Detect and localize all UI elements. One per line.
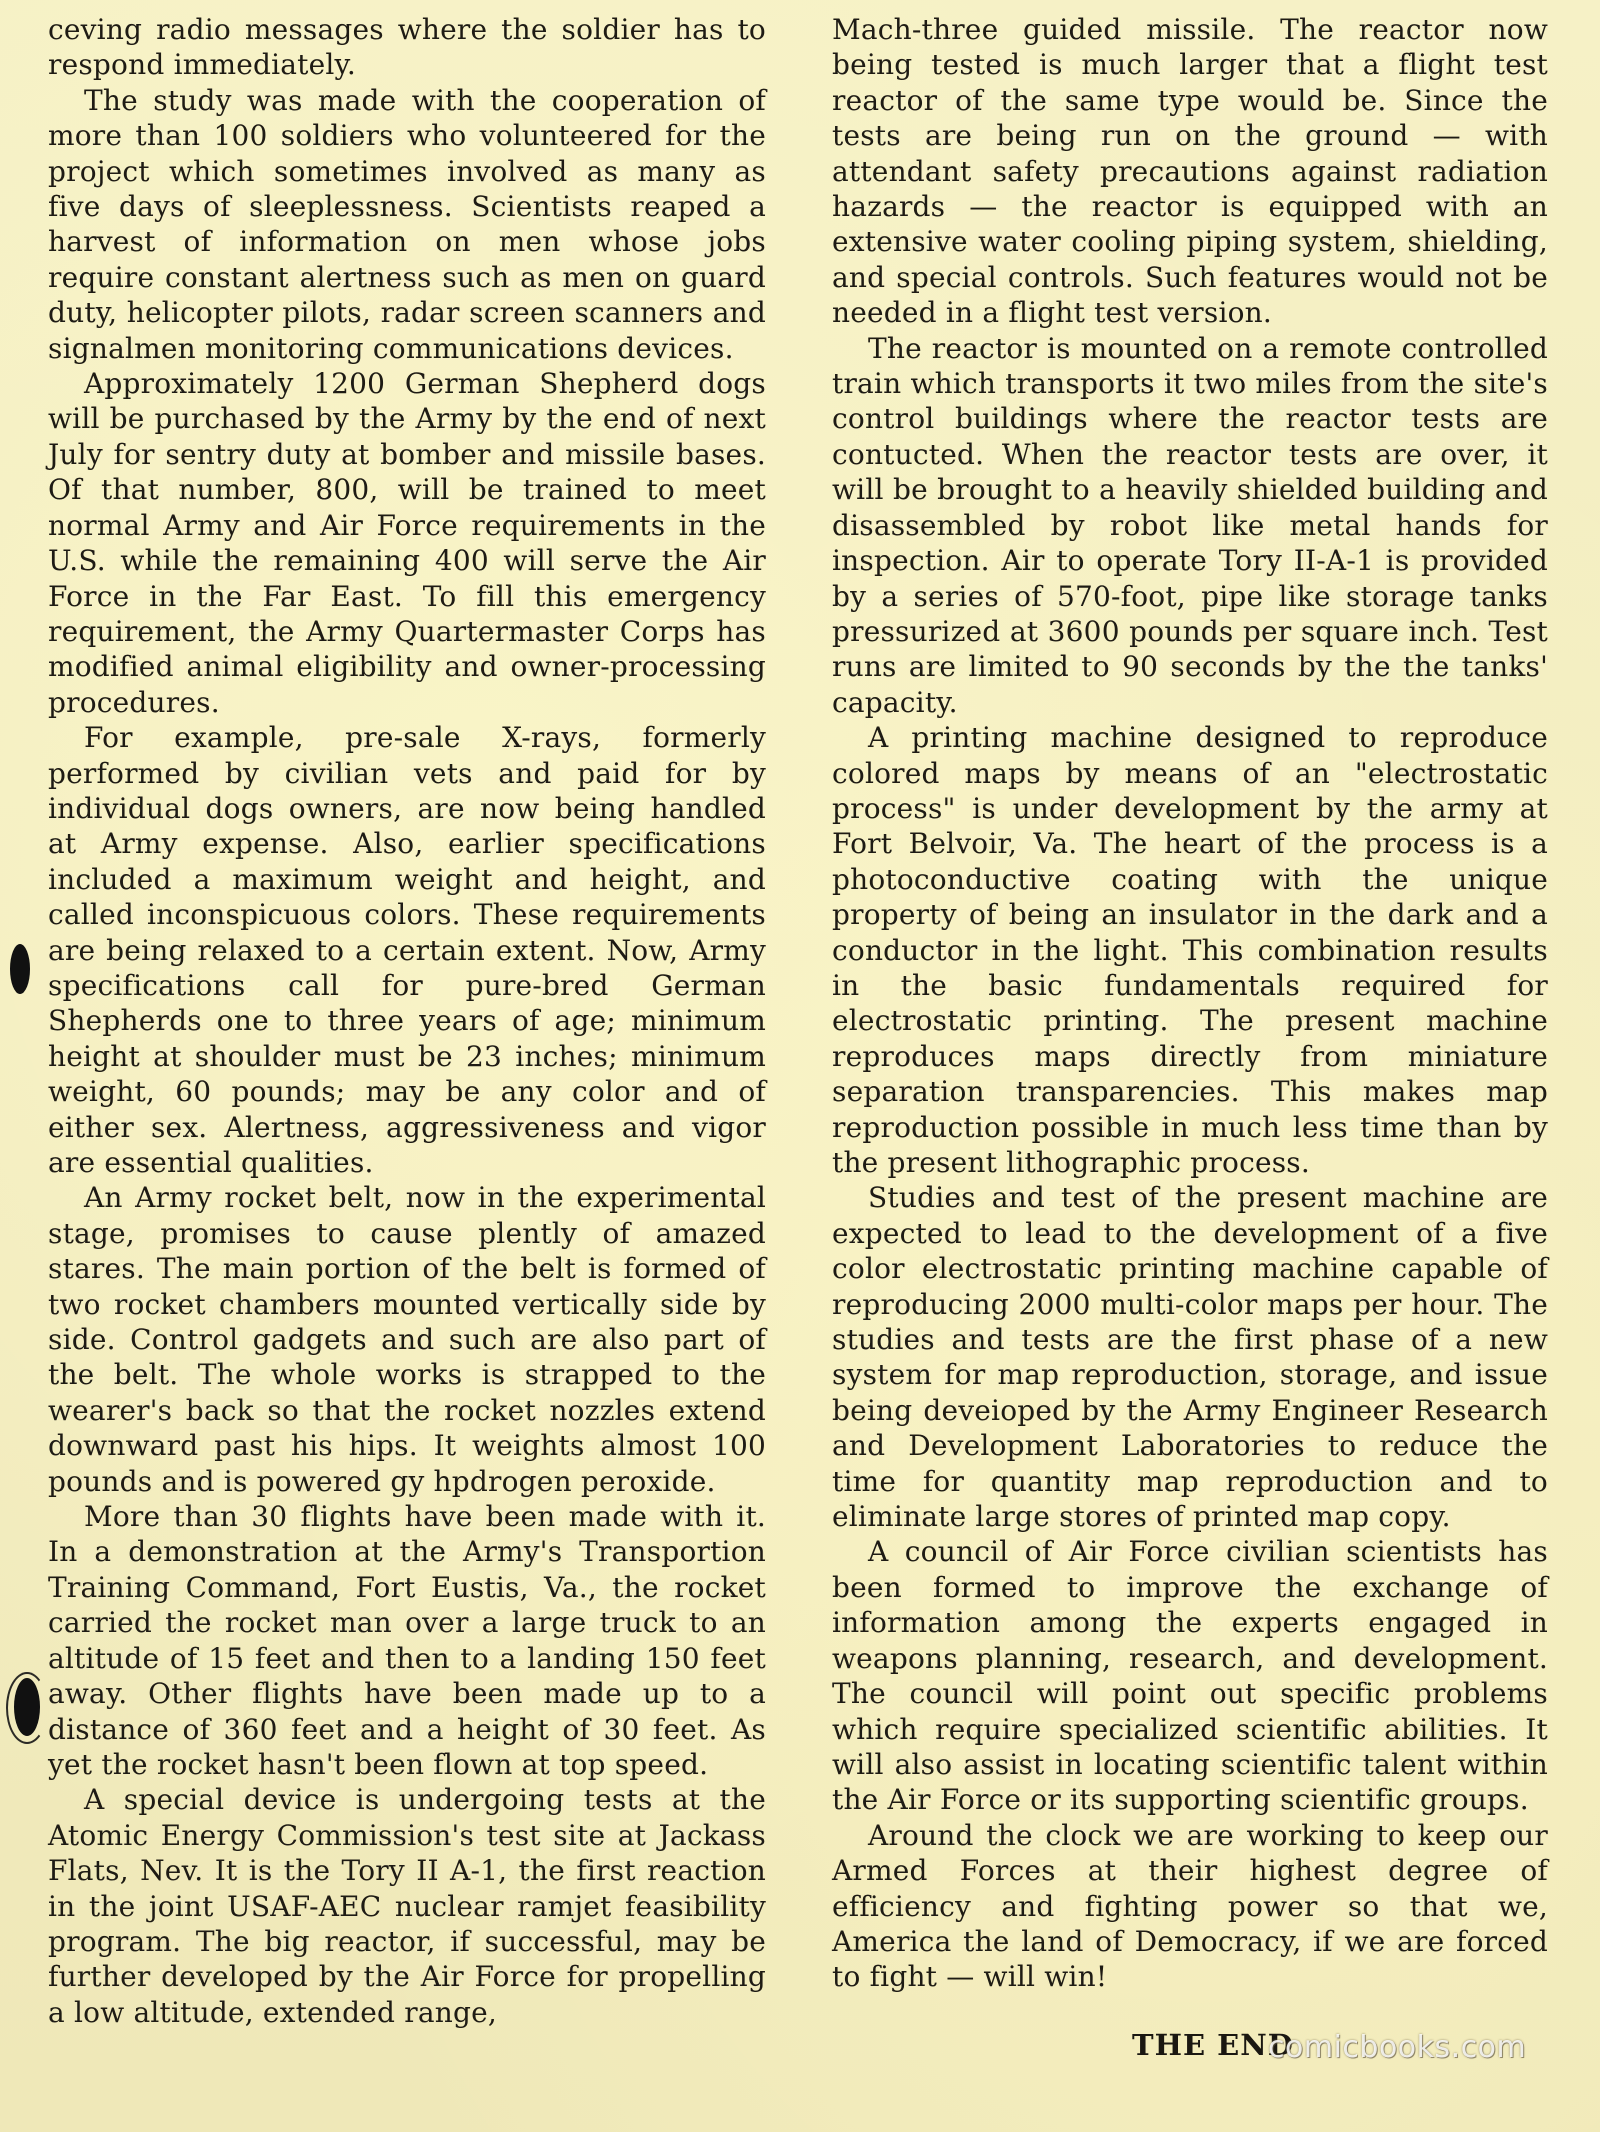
paragraph: Approximately 1200 German Shepherd dogs will be purchased by the Army by the end of next July for sentry duty at bomber and missile bases. Of that number, 800, will be trained to meet normal Army and Air Force requirements in the U.S. while the remaining 400 will serve the Air Force in the Far East. To fill this emergency requirement, the Army Quartermaster Corps has modified animal eligibility and owner-processing procedures. <box>48 367 766 719</box>
paragraph: A printing machine designed to reproduce colored maps by means of an "electrostatic process" is under development by the army at Fort Belvoir, Va. The heart of the process is a photoconductive coating with the unique property of being an insulator in the dark and a conductor in the light. This combination results in the basic fundamentals required for electrostatic printing. The present machine reproduces maps directly from miniature separation transparencies. This makes map reproduction possible in much less time than by the present lithographic process. <box>832 721 1548 1179</box>
paragraph: More than 30 flights have been made with it. In a demonstration at the Army's Transportion Training Command, Fort Eustis, Va., the rocket carried the rocket man over a large truck to an altitude of 15 feet and then to a landing 150 feet away. Other flights have been made up to a distance of 360 feet and a height of 30 feet. As yet the rocket hasn't been flown at top speed. <box>48 1500 766 1781</box>
paragraph: The reactor is mounted on a remote controlled train which transports it two miles from the site's control buildings where the reactor tests are contucted. When the reactor tests are over, it will be brought to a heavily shielded building and disassembled by robot like metal hands for inspection. Air to operate Tory II-A-1 is provided by a series of 570-foot, pipe like storage tanks pressurized at 3600 pounds per square inch. Test runs are limited to 90 seconds by the the tanks' capacity. <box>832 331 1548 719</box>
article-left-column <box>48 12 766 2030</box>
punch-hole-mark <box>10 944 30 994</box>
paragraph: Studies and test of the present machine are expected to lead to the development of a five color electrostatic printing machine capable of reproducing 2000 multi-color maps per hour. The studies and tests are the first phase of a new system for map reproduction, storage, and issue being deveioped by the Army Engineer Research and Development Laboratories to reduce the time for quantity map reproduction and to eliminate large stores of printed map copy. <box>832 1181 1548 1534</box>
punch-hole-mark <box>14 1678 40 1736</box>
paragraph: ceving radio messages where the soldier has to respond immediately. <box>48 13 766 82</box>
paragraph: Mach-three guided missile. The reactor now being tested is much larger that a flight test reactor of the same type would be. Since the tests are being run on the ground — with attendant safety precautions against radiation hazards — the reactor is equipped with an extensive water cooling piping system, shielding, and special controls. Such features would not be needed in a flight test version. <box>832 13 1548 330</box>
paragraph: A special device is undergoing tests at the Atomic Energy Commission's test site at Jackass Flats, Nev. It is the Tory II A-1, the first reaction in the joint USAF-AEC nuclear ramjet feasibility program. The big reactor, if successful, may be further developed by the Air Force for propelling a low altitude, extended range, <box>48 1783 766 2029</box>
the-end-label: THE END <box>1132 2028 1294 2062</box>
paragraph: The study was made with the cooperation of more than 100 soldiers who volunteered for the project which sometimes involved as many as five days of sleeplessness. Scientists reaped a harvest of information on men whose jobs require constant alertness such as men on guard duty, helicopter pilots, radar screen scanners and signalmen monitoring communications devices. <box>48 83 766 365</box>
paragraph: A council of Air Force civilian scientists has been formed to improve the exchange of information among the experts engaged in weapons planning, research, and development. The council will point out specific problems which require specialized scientific abilities. It will also assist in locating scientific talent within the Air Force or its supporting scientific groups. <box>832 1535 1548 1817</box>
paragraph: For example, pre-sale X-rays, formerly performed by civilian vets and paid for by individual dogs owners, are now being handled at Army expense. Also, earlier specifications included a maximum weight and height, and called inconspicuous colors. These requirements are being relaxed to a certain extent. Now, Army specifications call for pure-bred German Shepherds one to three years of age; minimum height at shoulder must be 23 inches; minimum weight, 60 pounds; may be any color and of either sex. Alertness, aggressiveness and vigor are essential qualities. <box>48 721 766 1179</box>
paragraph: Around the clock we are working to keep our Armed Forces at their highest degree of efficiency and fighting power so that we, America the land of Democracy, if we are forced to fight — will win! <box>832 1818 1548 1994</box>
site-watermark: comicbooks.com <box>1268 2030 1527 2065</box>
paragraph: An Army rocket belt, now in the experimental stage, promises to cause plently of amazed stares. The main portion of the belt is formed of two rocket chambers mounted vertically side by side. Control gadgets and such are also part of the belt. The whole works is strapped to the wearer's back so that the rocket nozzles extend downward past his hips. It weights almost 100 pounds and is powered gy hpdrogen peroxide. <box>48 1181 766 1498</box>
article-right-column <box>832 12 1548 1995</box>
